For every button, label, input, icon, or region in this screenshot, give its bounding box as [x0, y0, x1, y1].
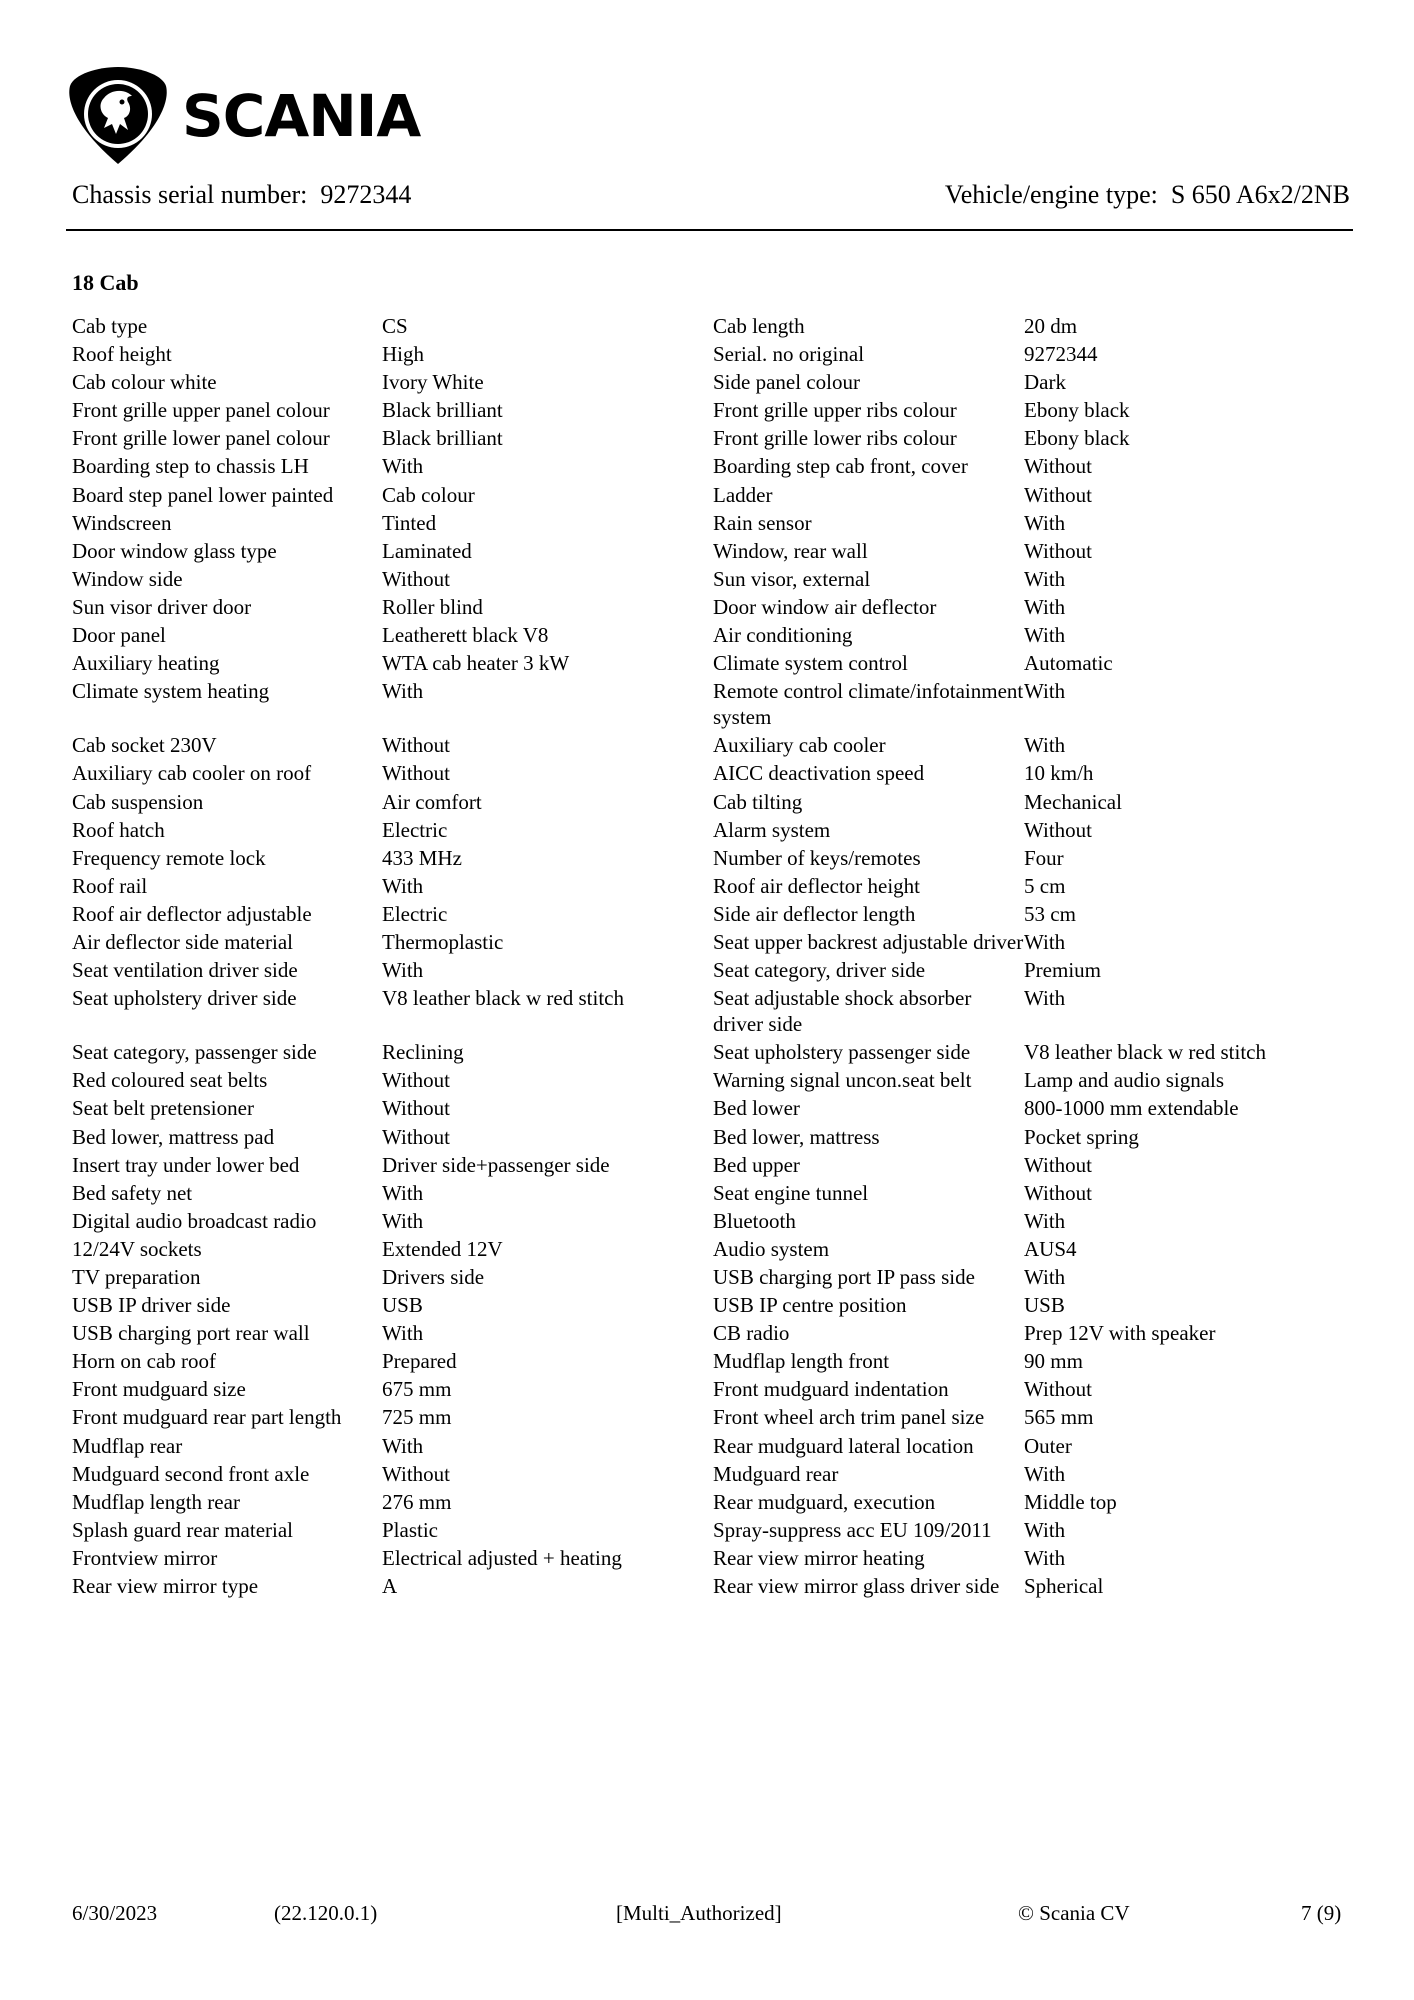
spec-value: Dark: [1024, 370, 1066, 395]
spec-label: Windscreen: [72, 510, 172, 535]
spec-label: Digital audio broadcast radio: [72, 1208, 317, 1233]
vehicle-engine-type-value: S 650 A6x2/2NB: [1170, 180, 1350, 209]
griffin-emblem-icon: [66, 64, 170, 168]
spec-row: [72, 1404, 1362, 1430]
spec-label: Red coloured seat belts: [72, 1068, 268, 1093]
spec-label: Boarding step cab front, cover: [713, 454, 968, 479]
spec-label: Frequency remote lock: [72, 845, 266, 870]
spec-value: Cab colour: [382, 482, 475, 507]
spec-label: Door panel: [72, 623, 166, 648]
spec-row: [72, 678, 1362, 730]
spec-label: Alarm system: [713, 817, 831, 842]
spec-value: With: [382, 454, 424, 479]
spec-label: Air conditioning: [713, 623, 853, 648]
chassis-serial-value: 9272344: [320, 180, 412, 209]
spec-value: 5 cm: [1024, 873, 1066, 898]
spec-row: [72, 1152, 1362, 1178]
spec-label: Cab colour white: [72, 370, 217, 395]
spec-value: Without: [1024, 1152, 1092, 1177]
spec-value: Without: [382, 1124, 450, 1149]
spec-label: Side air deflector length: [713, 901, 916, 926]
spec-value: Reclining: [382, 1040, 464, 1065]
header-divider: [66, 229, 1353, 231]
spec-row: [72, 929, 1362, 955]
spec-label: Rear mudguard, execution: [713, 1489, 936, 1514]
spec-label: Rear view mirror glass driver side: [713, 1574, 1000, 1599]
spec-label: Side panel colour: [713, 370, 860, 395]
spec-label: Auxiliary cab cooler on roof: [72, 761, 312, 786]
spec-value: Automatic: [1024, 651, 1113, 676]
spec-label: Front mudguard size: [72, 1377, 246, 1402]
spec-label: Front grille upper ribs colour: [713, 398, 957, 423]
spec-value: Thermoplastic: [382, 929, 504, 954]
spec-value: With: [1024, 679, 1066, 704]
spec-label: Rear mudguard lateral location: [713, 1433, 974, 1458]
spec-label: Bed lower, mattress: [713, 1124, 880, 1149]
chassis-serial: [72, 180, 411, 210]
footer-page-number: 7 (9): [1301, 1901, 1342, 1925]
spec-value: WTA cab heater 3 kW: [382, 651, 570, 676]
spec-row: [72, 482, 1362, 508]
spec-label: Cab length: [713, 314, 805, 338]
spec-value: Middle top: [1024, 1489, 1117, 1514]
spec-label: Seat belt pretensioner: [72, 1096, 254, 1121]
spec-label: Cab suspension: [72, 789, 204, 814]
spec-label: Seat upholstery driver side: [72, 986, 297, 1011]
spec-label: Bed safety net: [72, 1180, 193, 1205]
spec-row: [72, 957, 1362, 983]
spec-value: With: [1024, 1517, 1066, 1542]
spec-label: USB IP centre position: [713, 1293, 907, 1318]
spec-value: V8 leather black w red stitch: [382, 986, 624, 1011]
spec-value: 20 dm: [1024, 314, 1078, 338]
spec-label: Boarding step to chassis LH: [72, 454, 309, 479]
footer-version: (22.120.0.1): [274, 1901, 378, 1925]
spec-value: Prepared: [382, 1349, 457, 1374]
footer-date: 6/30/2023: [72, 1901, 158, 1925]
spec-value: With: [1024, 1208, 1066, 1233]
spec-row: [72, 1489, 1362, 1515]
spec-row: [72, 1545, 1362, 1571]
spec-label: Front wheel arch trim panel size: [713, 1405, 985, 1430]
spec-value: Leatherett black V8: [382, 623, 549, 648]
spec-label: Rear view mirror type: [72, 1574, 259, 1599]
spec-value: 53 cm: [1024, 901, 1076, 926]
spec-label: Seat category, passenger side: [72, 1040, 317, 1065]
spec-value: Laminated: [382, 538, 472, 563]
spec-value: With: [382, 1433, 424, 1458]
spec-row: [72, 594, 1362, 620]
spec-value: High: [382, 342, 424, 367]
scania-logo: [66, 64, 420, 168]
spec-label: Mudguard second front axle: [72, 1461, 310, 1486]
chassis-serial-label: Chassis serial number:: [72, 180, 308, 209]
spec-label: Insert tray under lower bed: [72, 1152, 300, 1177]
spec-label: AICC deactivation speed: [713, 761, 925, 786]
spec-row: [72, 566, 1362, 592]
spec-row: [72, 313, 1362, 339]
spec-label: Seat upholstery passenger side: [713, 1040, 971, 1065]
spec-value: Driver side+passenger side: [382, 1152, 610, 1177]
spec-label: Rain sensor: [713, 510, 812, 535]
spec-value: 276 mm: [382, 1489, 452, 1514]
spec-value: 433 MHz: [382, 845, 462, 870]
spec-label: Door window air deflector: [713, 594, 937, 619]
spec-value: Without: [382, 566, 450, 591]
spec-value: 725 mm: [382, 1405, 452, 1430]
spec-label: Splash guard rear material: [72, 1517, 293, 1542]
spec-value: With: [1024, 986, 1066, 1011]
spec-row: [72, 1320, 1362, 1346]
vehicle-engine-type-label: Vehicle/engine type:: [944, 180, 1158, 209]
spec-label: Roof air deflector height: [713, 873, 921, 898]
spec-value: Without: [382, 1096, 450, 1121]
spec-label: Board step panel lower painted: [72, 482, 334, 507]
spec-label: Seat ventilation driver side: [72, 958, 298, 983]
spec-row: [72, 1236, 1362, 1262]
spec-value: With: [1024, 1461, 1066, 1486]
spec-label: Horn on cab roof: [72, 1349, 217, 1374]
spec-row: [72, 1180, 1362, 1206]
spec-value: Without: [1024, 454, 1092, 479]
spec-label: Bed upper: [713, 1152, 800, 1177]
spec-label: CB radio: [713, 1321, 790, 1346]
spec-label: Sun visor, external: [713, 566, 871, 591]
spec-row: [72, 453, 1362, 479]
spec-row: [72, 1095, 1362, 1121]
spec-value: V8 leather black w red stitch: [1024, 1040, 1266, 1065]
spec-value: Lamp and audio signals: [1024, 1068, 1225, 1093]
spec-row: [72, 732, 1362, 758]
spec-row: [72, 1376, 1362, 1402]
spec-label: Seat category, driver side: [713, 958, 926, 983]
spec-row: [72, 760, 1362, 786]
spec-value: CS: [382, 314, 408, 338]
spec-row: [72, 369, 1362, 395]
spec-value: 9272344: [1024, 342, 1098, 367]
spec-value: Extended 12V: [382, 1236, 503, 1261]
spec-value: 10 km/h: [1024, 761, 1094, 786]
spec-label: Roof height: [72, 342, 172, 367]
spec-row: [72, 817, 1362, 843]
vehicle-engine-type: [945, 180, 1350, 210]
spec-label: Audio system: [713, 1236, 830, 1261]
spec-row: [72, 1461, 1362, 1487]
spec-label: Cab type: [72, 314, 148, 338]
spec-value: With: [382, 1208, 424, 1233]
spec-label: Roof air deflector adjustable: [72, 901, 312, 926]
spec-row: [72, 1208, 1362, 1234]
spec-value: Ebony black: [1024, 426, 1130, 451]
spec-label: Front mudguard rear part length: [72, 1405, 342, 1430]
spec-value: Tinted: [382, 510, 437, 535]
footer-copyright: © Scania CV: [1018, 1901, 1130, 1925]
spec-value: Air comfort: [382, 789, 482, 814]
spec-label: Bluetooth: [713, 1208, 796, 1233]
spec-label: Seat upper backrest adjustable driver: [713, 929, 1024, 954]
spec-label: Frontview mirror: [72, 1545, 218, 1570]
spec-value: Without: [382, 1461, 450, 1486]
spec-row: [72, 1264, 1362, 1290]
spec-label: Bed lower, mattress pad: [72, 1124, 275, 1149]
spec-label: Air deflector side material: [72, 929, 293, 954]
spec-row: [72, 622, 1362, 648]
spec-value: Plastic: [382, 1517, 438, 1542]
spec-row: [72, 1517, 1362, 1543]
spec-value: Mechanical: [1024, 789, 1122, 814]
document-header: [72, 180, 1350, 210]
spec-value: AUS4: [1024, 1236, 1077, 1261]
spec-value: Without: [1024, 817, 1092, 842]
spec-value: Four: [1024, 845, 1064, 870]
spec-value: With: [1024, 594, 1066, 619]
spec-value: Electric: [382, 817, 448, 842]
spec-value: With: [1024, 929, 1066, 954]
spec-value: With: [1024, 733, 1066, 758]
spec-label: Auxiliary cab cooler: [713, 733, 886, 758]
spec-value: Electric: [382, 901, 448, 926]
spec-label: Remote control climate/infotainment system: [713, 679, 1024, 730]
spec-label: Cab socket 230V: [72, 733, 217, 758]
spec-row: [72, 789, 1362, 815]
spec-value: Outer: [1024, 1433, 1072, 1458]
spec-label: Mudflap rear: [72, 1433, 183, 1458]
spec-label: 12/24V sockets: [72, 1236, 202, 1261]
spec-value: Roller blind: [382, 594, 483, 619]
spec-value: With: [382, 1180, 424, 1205]
spec-value: Without: [382, 733, 450, 758]
spec-label: Roof hatch: [72, 817, 165, 842]
spec-value: Without: [1024, 1180, 1092, 1205]
spec-label: USB charging port rear wall: [72, 1321, 310, 1346]
spec-value: With: [382, 873, 424, 898]
spec-row: [72, 1067, 1362, 1093]
spec-value: With: [382, 1321, 424, 1346]
spec-label: Spray-suppress acc EU 109/2011: [713, 1517, 992, 1542]
spec-row: [72, 425, 1362, 451]
spec-value: Without: [382, 1068, 450, 1093]
spec-value: Electrical adjusted + heating: [382, 1545, 622, 1570]
spec-label: Mudguard rear: [713, 1461, 839, 1486]
section-title: 18 Cab: [72, 270, 139, 295]
spec-row: [72, 341, 1362, 367]
spec-value: Ebony black: [1024, 398, 1130, 423]
spec-value: 565 mm: [1024, 1405, 1094, 1430]
spec-row: [72, 538, 1362, 564]
footer-authorization: [Multi_Authorized]: [616, 1901, 782, 1925]
spec-row: [72, 1348, 1362, 1374]
spec-value: Without: [1024, 482, 1092, 507]
spec-label: Seat adjustable shock absorber driver side: [713, 986, 972, 1037]
spec-row: [72, 901, 1362, 927]
spec-label: Mudflap length rear: [72, 1489, 240, 1514]
spec-value: A: [382, 1574, 398, 1599]
spec-value: With: [1024, 510, 1066, 535]
spec-value: Spherical: [1024, 1574, 1104, 1599]
spec-row: [72, 985, 1362, 1037]
spec-label: Auxiliary heating: [72, 651, 220, 676]
spec-value: With: [1024, 1545, 1066, 1570]
spec-label: Serial. no original: [713, 342, 865, 367]
spec-value: 800-1000 mm extendable: [1024, 1096, 1239, 1121]
spec-value: 90 mm: [1024, 1349, 1083, 1374]
spec-row: [72, 1433, 1362, 1459]
spec-row: [72, 397, 1362, 423]
spec-label: Front grille lower panel colour: [72, 426, 330, 451]
spec-label: Seat engine tunnel: [713, 1180, 869, 1205]
spec-table: [72, 313, 1362, 1601]
spec-label: Window, rear wall: [713, 538, 868, 563]
spec-row: [72, 873, 1362, 899]
spec-label: Rear view mirror heating: [713, 1545, 925, 1570]
spec-label: Front mudguard indentation: [713, 1377, 949, 1402]
spec-value: Without: [382, 761, 450, 786]
spec-row: [72, 650, 1362, 676]
spec-label: Front grille upper panel colour: [72, 398, 330, 423]
spec-label: Window side: [72, 566, 183, 591]
spec-label: Number of keys/remotes: [713, 845, 921, 870]
spec-value: Without: [1024, 538, 1092, 563]
spec-label: Sun visor driver door: [72, 594, 252, 619]
spec-label: Front grille lower ribs colour: [713, 426, 957, 451]
spec-label: Bed lower: [713, 1096, 800, 1121]
spec-value: With: [382, 679, 424, 704]
spec-value: Prep 12V with speaker: [1024, 1321, 1216, 1346]
spec-label: USB charging port IP pass side: [713, 1265, 975, 1289]
spec-value: Without: [1024, 1377, 1092, 1402]
spec-row: [72, 1039, 1362, 1065]
spec-row: [72, 1124, 1362, 1150]
spec-value: Ivory White: [382, 370, 484, 395]
spec-label: Cab tilting: [713, 789, 803, 814]
spec-value: Drivers side: [382, 1265, 485, 1289]
spec-label: TV preparation: [72, 1265, 201, 1289]
spec-value: With: [382, 958, 424, 983]
spec-value: With: [1024, 1265, 1066, 1289]
spec-row: [72, 1573, 1362, 1599]
spec-row: [72, 510, 1362, 536]
spec-label: Climate system heating: [72, 679, 270, 704]
spec-value: Pocket spring: [1024, 1124, 1139, 1149]
spec-label: Roof rail: [72, 873, 148, 898]
spec-row: [72, 1292, 1362, 1318]
spec-label: USB IP driver side: [72, 1293, 231, 1318]
brand-wordmark: SCANIA: [182, 82, 421, 150]
spec-row: [72, 845, 1362, 871]
spec-value: USB: [382, 1293, 423, 1318]
spec-value: Black brilliant: [382, 398, 503, 423]
spec-label: Climate system control: [713, 651, 908, 676]
spec-value: With: [1024, 566, 1066, 591]
spec-value: Black brilliant: [382, 426, 503, 451]
spec-value: USB: [1024, 1293, 1065, 1318]
spec-value: Premium: [1024, 958, 1101, 983]
spec-value: With: [1024, 623, 1066, 648]
spec-label: Mudflap length front: [713, 1349, 890, 1374]
spec-label: Warning signal uncon.seat belt: [713, 1068, 972, 1093]
spec-value: 675 mm: [382, 1377, 452, 1402]
spec-label: Door window glass type: [72, 538, 277, 563]
spec-label: Ladder: [713, 482, 773, 507]
